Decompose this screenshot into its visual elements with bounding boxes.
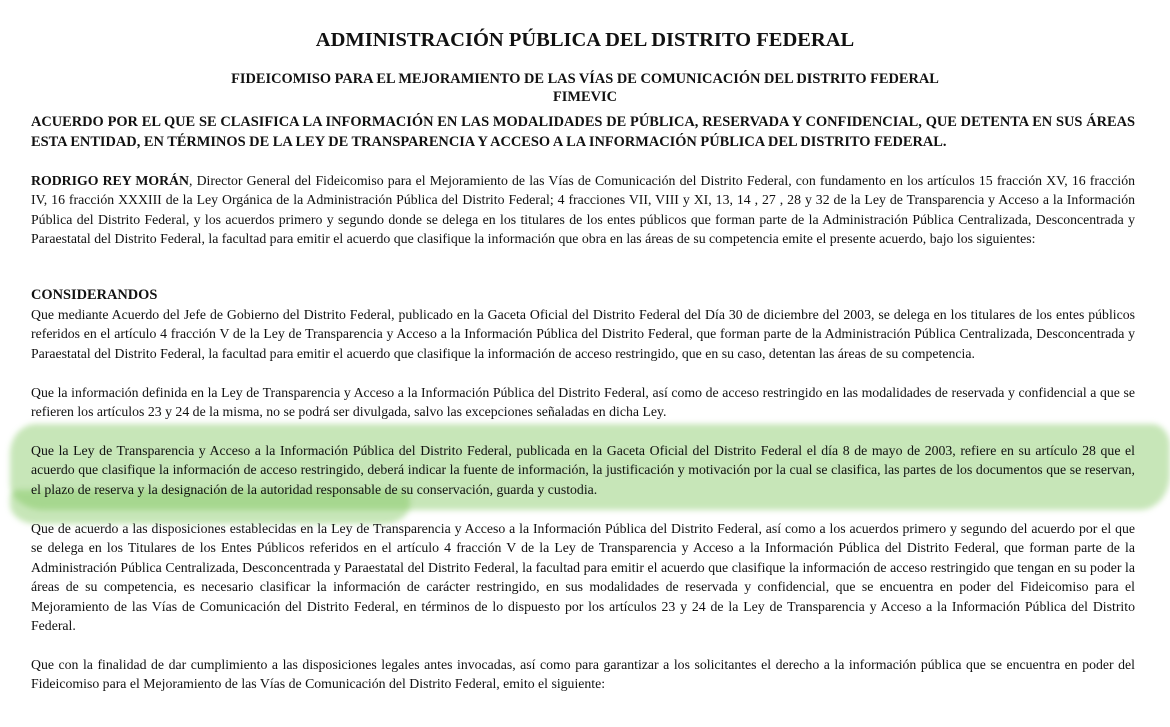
acuerdo-title: ACUERDO POR EL QUE SE CLASIFICA LA INFORMACIÓN EN LAS MODALIDADES DE PÚBLICA, RESERVADA Y CONFIDENCIAL, QUE DETENTA EN SUS ÁREAS ESTA ENTIDAD, EN TÉRMINOS DE LA LEY DE TRANSPARENCIA Y ACCESO A LA INFORMACIÓN PÚBLICA DEL DISTRITO FEDERAL. bbox=[31, 114, 1135, 150]
intro-text: , Director General del Fideicomiso para el Mejoramiento de las Vías de Comunicación del Distrito Federal, con fundamento en los artículos 15 fracción XV, 16 fracción IV, 16 fracción XXXIII de la Ley Orgánica de la Administración Pública del Distrito Federal; 4 fracciones VII, VIII y XI, 13, 14 , 27 , 28 y 32 de la Ley de Transparencia y Acceso a la Información Pública del Distrito Federal, y los acuerdos primero y segundo donde se delega en los titulares de los entes públicos que forman parte de la Administración Pública Centralizada, Desconcentrada y Paraestatal del Distrito Federal, la facultad para emitir el acuerdo que clasifique la información que obra en las áreas de su competencia emite el presente acuerdo, bajo los siguientes: bbox=[31, 173, 1135, 247]
considerandos-heading: CONSIDERANDOS bbox=[31, 287, 158, 303]
subtitle-line-1: FIDEICOMISO PARA EL MEJORAMIENTO DE LAS VÍAS DE COMUNICACIÓN DEL DISTRITO FEDERAL bbox=[231, 71, 939, 87]
intro-signatory-name: RODRIGO REY MORÁN bbox=[31, 173, 189, 188]
considerando-paragraph-2: Que la información definida en la Ley de Transparencia y Acceso a la Información Pública del Distrito Federal, así como de acceso restringido en las modalidades de reservada y confidencial a que se refieren los artículos 23 y 24 de la misma, no se podrá ser divulgada, salvo las excepciones señaladas en dicha Ley. bbox=[31, 385, 1135, 420]
subtitle-line-2: FIMEVIC bbox=[553, 89, 617, 105]
document-title: ADMINISTRACIÓN PÚBLICA DEL DISTRITO FEDERAL bbox=[315, 29, 855, 51]
considerando-paragraph-4: Que de acuerdo a las disposiciones establecidas en la Ley de Transparencia y Acceso a la Información Pública del Distrito Federal, así como a los acuerdos primero y segundo del acuerdo por el que se delega en los Titulares de los Entes Públicos referidos en el artículo 4 fracción V de la Ley de Transparencia y Acceso a la Información Pública del Distrito Federal, que forman parte de la Administración Pública Centralizada, Desconcentrada y Paraestatal del Distrito Federal, la facultad para emitir el acuerdo que clasifique la información de acceso restringido que tengan en su poder la áreas de su competencia, es necesario clasificar la información de carácter restringido, en sus modalidades de reservada y confidencial, que se encuentra en poder del Fideicomiso para el Mejoramiento de las Vías de Comunicación del Distrito Federal, en términos de lo dispuesto por los artículos 23 y 24 de la Ley de Transparencia y Acceso a la Información Pública del Distrito Federal. bbox=[31, 521, 1135, 634]
intro-paragraph bbox=[31, 171, 1135, 249]
document-subtitle bbox=[0, 70, 1170, 106]
considerando-paragraph-1: Que mediante Acuerdo del Jefe de Gobierno del Distrito Federal, publicado en la Gaceta Oficial del Distrito Federal del Día 30 de diciembre del 2003, se delega en los titulares de los entes públicos referidos en el artículo 4 fracción V de la Ley de Transparencia y Acceso a la Información Pública del Distrito Federal, que forman parte de la Administración Pública Centralizada, Desconcentrada y Paraestatal del Distrito Federal, la facultad para emitir el acuerdo que clasifique la información de acceso restringido, que en su caso, detentan las áreas de su competencia. bbox=[31, 307, 1135, 361]
considerando-paragraph-5: Que con la finalidad de dar cumplimiento a las disposiciones legales antes invocadas, así como para garantizar a los solicitantes el derecho a la información pública que se encuentra en poder del Fideicomiso para el Mejoramiento de las Vías de Comunicación del Distrito Federal, emito el siguiente: bbox=[31, 657, 1135, 692]
considerando-paragraph-3-highlighted: Que la Ley de Transparencia y Acceso a la Información Pública del Distrito Federal, publicada en la Gaceta Oficial del Distrito Federal el día 8 de mayo de 2003, refiere en su artículo 28 que el acuerdo que clasifique la información de acceso restringido, deberá indicar la fuente de información, la justificación y motivación por la cual se clasifica, las partes de los documentos que se reservan, el plazo de reserva y la designación de la autoridad responsable de su conservación, guarda y custodia. bbox=[31, 443, 1135, 497]
